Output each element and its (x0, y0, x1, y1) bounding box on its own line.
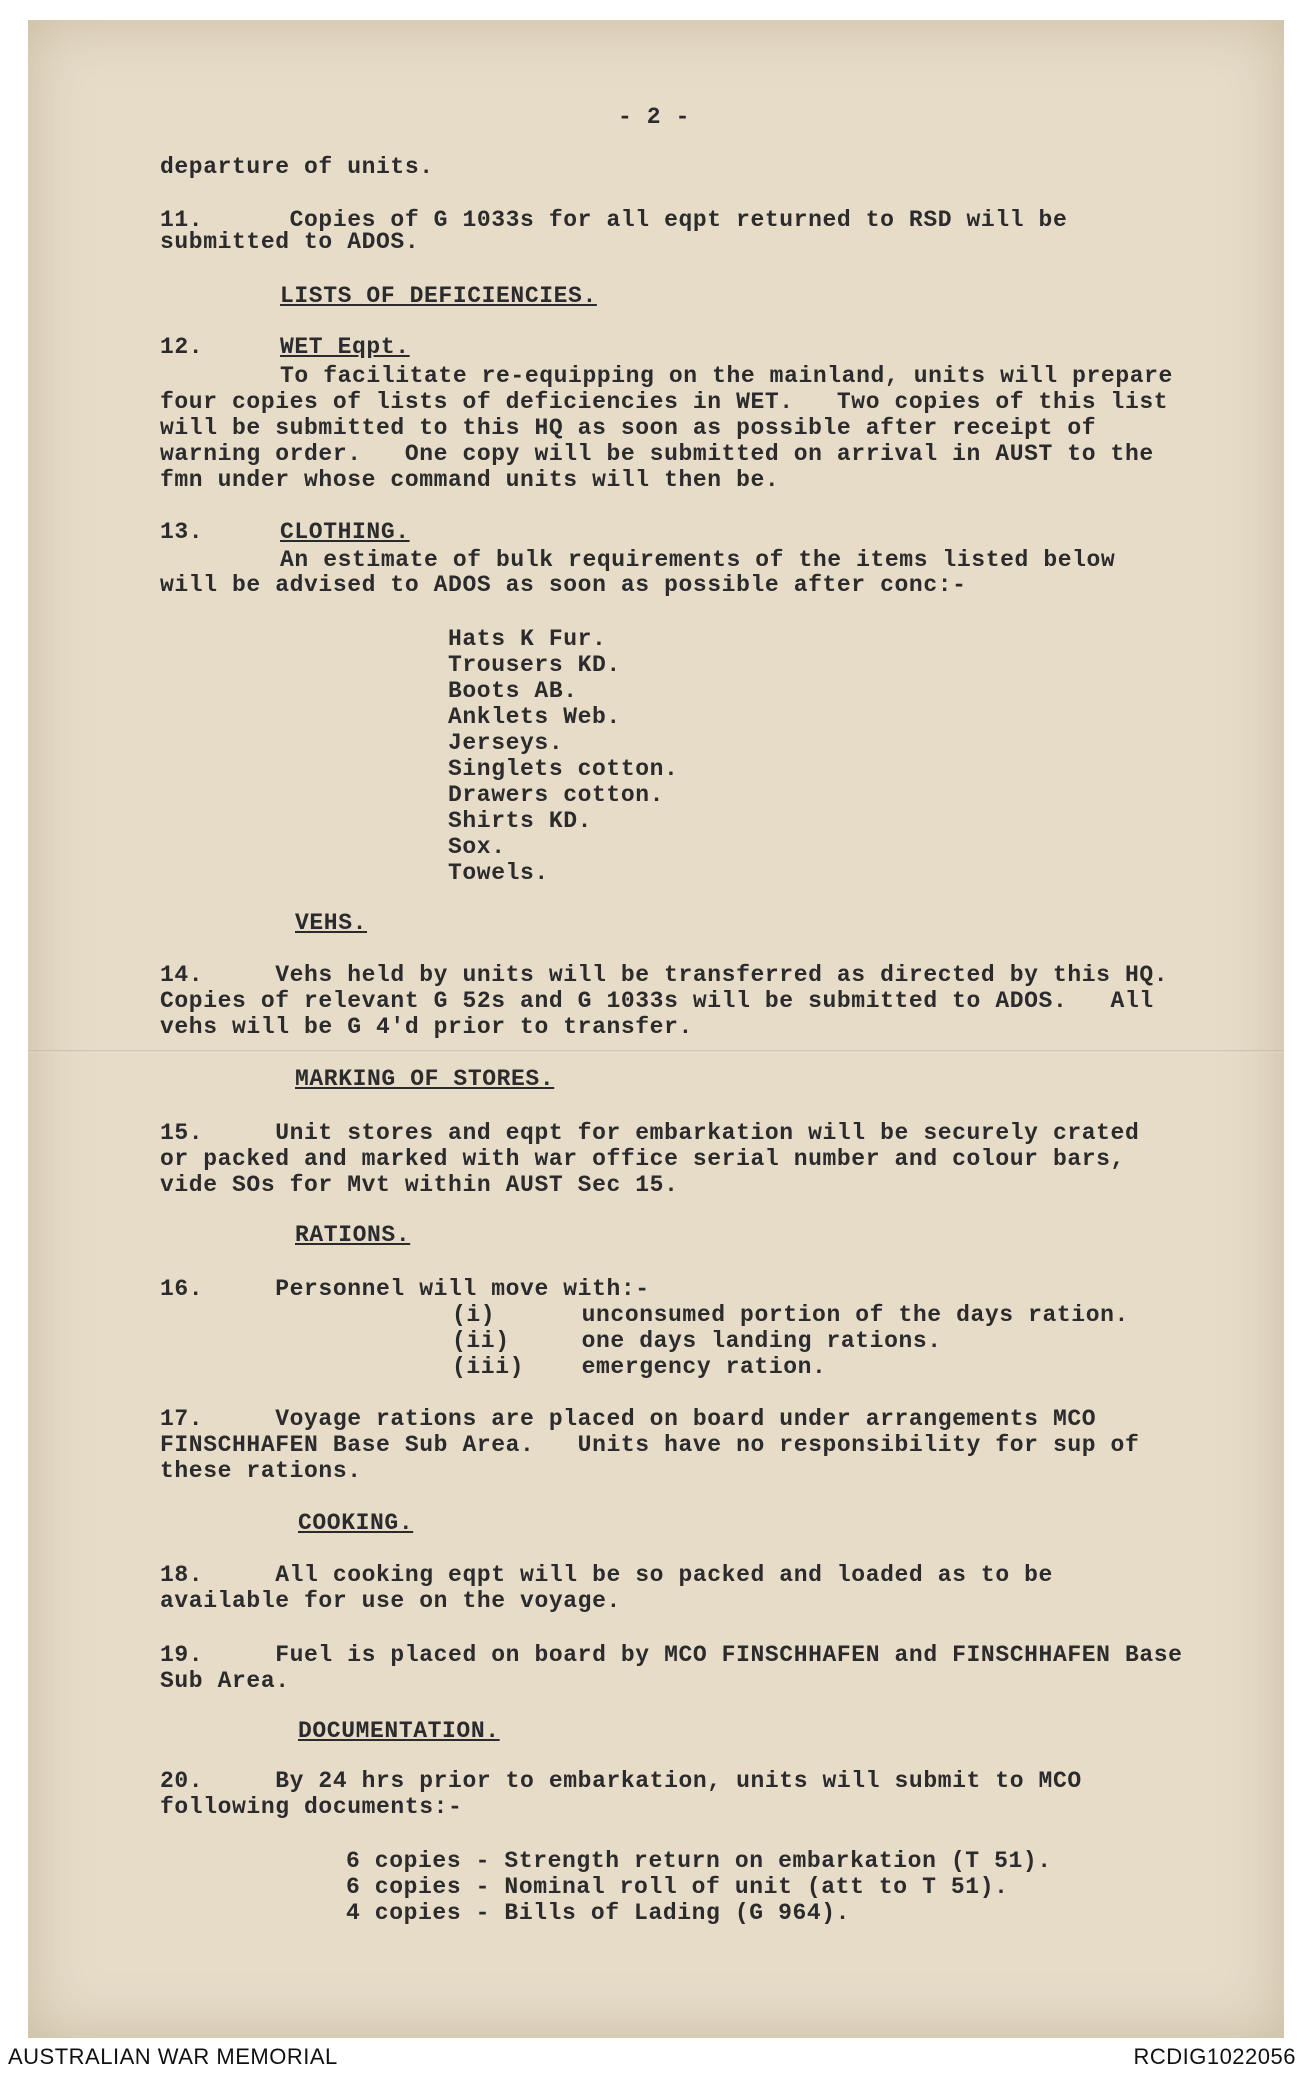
clothing-item: Drawers cotton. (448, 782, 665, 808)
para-18-line-2: available for use on the voyage. (160, 1588, 621, 1614)
clothing-item: Trousers KD. (448, 652, 621, 678)
para-12-line-1: To facilitate re-equipping on the mainland, units will prepare (280, 363, 1173, 389)
para-18-line-1: 18. All cooking eqpt will be so packed and loaded as to be (160, 1562, 1053, 1588)
para-12-line-4: warning order. One copy will be submitted on arrival in AUST to the (160, 441, 1154, 467)
clothing-item: Sox. (448, 834, 506, 860)
para-16-item-i: (i) unconsumed portion of the days ration. (452, 1302, 1129, 1328)
para-15-line-1: 15. Unit stores and eqpt for embarkation will be securely crated (160, 1120, 1140, 1146)
document-item: 4 copies - Bills of Lading (G 964). (346, 1900, 851, 1926)
clothing-item: Anklets Web. (448, 704, 621, 730)
clothing-item: Hats K Fur. (448, 626, 607, 652)
para-12-line-2: four copies of lists of deficiencies in WET. Two copies of this list (160, 389, 1169, 415)
para-20-line-1: 20. By 24 hrs prior to embarkation, units will submit to MCO (160, 1768, 1082, 1794)
para-13-number: 13. (160, 519, 204, 545)
para-13-line-2: will be advised to ADOS as soon as possible after conc:- (160, 572, 967, 598)
para-16-line-1: 16. Personnel will move with:- (160, 1276, 650, 1302)
clothing-item: Towels. (448, 860, 549, 886)
para-12-number: 12. (160, 334, 204, 360)
heading-clothing: CLOTHING. (280, 519, 410, 545)
document-item: 6 copies - Nominal roll of unit (att to T 51). (346, 1874, 1009, 1900)
para-16-item-iii: (iii) emergency ration. (452, 1354, 827, 1380)
clothing-item: Boots AB. (448, 678, 578, 704)
heading-vehs: VEHS. (295, 910, 368, 936)
para-12-line-5: fmn under whose command units will then be. (160, 467, 780, 493)
para-19-line-1: 19. Fuel is placed on board by MCO FINSCHHAFEN and FINSCHHAFEN Base (160, 1642, 1183, 1668)
para-16-item-ii: (ii) one days landing rations. (452, 1328, 942, 1354)
para-15-line-2: or packed and marked with war office serial number and colour bars, (160, 1146, 1125, 1172)
heading-lists-of-deficiencies: LISTS OF DEFICIENCIES. (280, 283, 597, 309)
para-15-line-3: vide SOs for Mvt within AUST Sec 15. (160, 1172, 679, 1198)
para-14-line-1: 14. Vehs held by units will be transferred as directed by this HQ. (160, 962, 1169, 988)
heading-documentation: DOCUMENTATION. (298, 1718, 500, 1744)
para-11-line-2: submitted to ADOS. (160, 229, 420, 255)
para-14-line-3: vehs will be G 4'd prior to transfer. (160, 1014, 693, 1040)
paper-fold (28, 1050, 1284, 1053)
clothing-item: Shirts KD. (448, 808, 593, 834)
clothing-item: Jerseys. (448, 730, 564, 756)
para-14-line-2: Copies of relevant G 52s and G 1033s will be submitted to ADOS. All (160, 988, 1154, 1014)
para-19-line-2: Sub Area. (160, 1668, 290, 1694)
para-17-line-2: FINSCHHAFEN Base Sub Area. Units have no responsibility for sup of (160, 1432, 1140, 1458)
para-17-line-3: these rations. (160, 1458, 362, 1484)
document-item: 6 copies - Strength return on embarkation (T 51). (346, 1848, 1052, 1874)
para-12-line-3: will be submitted to this HQ as soon as possible after receipt of (160, 415, 1097, 441)
para-20-line-2: following documents:- (160, 1794, 463, 1820)
heading-cooking: COOKING. (298, 1510, 414, 1536)
page-number: - 2 - (618, 104, 691, 130)
para-13-line-1: An estimate of bulk requirements of the items listed below (280, 547, 1116, 573)
para-11-line-1: 11. Copies of G 1033s for all eqpt returned to RSD will be (160, 207, 1068, 233)
footer-source: AUSTRALIAN WAR MEMORIAL (8, 2044, 338, 2069)
footer-id: RCDIG1022056 (1133, 2044, 1296, 2069)
heading-wet-eqpt: WET Eqpt. (280, 334, 410, 360)
text-line: departure of units. (160, 154, 434, 180)
heading-marking-of-stores: MARKING OF STORES. (295, 1066, 555, 1092)
para-17-line-1: 17. Voyage rations are placed on board under arrangements MCO (160, 1406, 1097, 1432)
clothing-item: Singlets cotton. (448, 756, 679, 782)
heading-rations: RATIONS. (295, 1222, 411, 1248)
